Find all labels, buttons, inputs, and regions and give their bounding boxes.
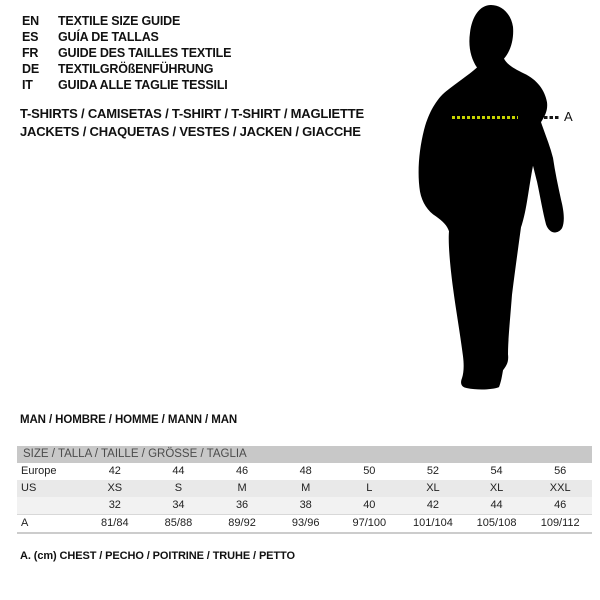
table-cell: XL [489,482,504,494]
language-row [22,29,231,45]
table-cell: 50 [363,465,376,477]
table-cell: 93/96 [291,517,320,529]
language-label: TEXTILGRÖßENFÜHRUNG [58,62,214,76]
table-cell: 44 [490,499,503,511]
table-cell: 36 [235,499,249,511]
measurement-footnote: A. (cm) CHEST / PECHO / POITRINE / TRUHE / PETTO [20,550,295,562]
table-row-us [17,480,592,497]
language-row [22,13,231,29]
size-table [17,446,592,534]
table-cell: XS [107,482,123,494]
language-label: GUIDE DES TAILLES TEXTILE [58,46,232,60]
chest-measure-dashed-line-outer [544,116,561,119]
language-title-list [22,13,231,93]
gender-label: MAN / HOMBRE / HOMME / MANN / MAN [20,414,238,426]
row-label: US [21,482,37,494]
table-cell: 105/108 [476,517,517,529]
table-cell: 46 [554,499,567,511]
language-code: DE [22,62,39,76]
table-cell: 109/112 [540,517,580,529]
table-cell: 101/104 [413,517,453,529]
row-label: A [21,517,29,529]
table-cell: 46 [235,465,249,477]
language-label: GUÍA DE TALLAS [58,30,159,44]
table-cell: 52 [426,465,440,477]
chest-measure-dashed-line-inner [452,116,518,119]
row-label: Europe [21,465,57,477]
man-silhouette [403,5,568,397]
garment-line-jackets: JACKETS / CHAQUETAS / VESTES / JACKEN / GIACCHE [20,123,361,139]
row-label [17,497,83,514]
language-row [22,77,231,93]
table-row-chest-cm [17,514,592,534]
table-cell: 42 [426,499,440,511]
table-cell: S [174,482,183,494]
table-cell: XL [426,482,440,494]
table-cell: 56 [554,465,567,477]
table-cell: 32 [108,499,121,511]
language-code: EN [22,14,39,28]
language-code: IT [22,78,33,92]
language-row [22,61,231,77]
table-row-europe [17,463,592,480]
measure-point-a-label: A [564,109,573,124]
language-label: TEXTILE SIZE GUIDE [58,14,181,28]
table-row-numeric [17,497,592,514]
table-cell: 97/100 [352,517,387,529]
table-cell: 34 [172,499,185,511]
table-cell: 40 [363,499,376,511]
table-cell: 85/88 [164,517,193,529]
table-cell: 38 [299,499,312,511]
garment-line-tshirts: T-SHIRTS / CAMISETAS / T-SHIRT / T-SHIRT / MAGLIETTE [20,106,364,121]
man-silhouette-graphic [403,5,568,397]
table-cell: XXL [549,482,571,494]
table-cell: 44 [172,465,185,477]
garment-types [20,105,364,140]
table-cell: M [237,482,247,494]
language-code: ES [22,30,39,44]
language-label: GUIDA ALLE TAGLIE TESSILI [58,78,228,92]
table-cell: 54 [490,465,503,477]
language-row [22,45,231,61]
table-cell: M [301,482,311,494]
table-cell: 81/84 [101,517,129,529]
table-cell: 42 [108,465,121,477]
language-code: FR [22,46,39,60]
table-cell: 48 [299,465,312,477]
table-cell: L [366,482,373,494]
size-table-header: SIZE / TALLA / TAILLE / GRÖSSE / TAGLIA [17,446,592,463]
table-cell: 89/92 [228,517,256,529]
